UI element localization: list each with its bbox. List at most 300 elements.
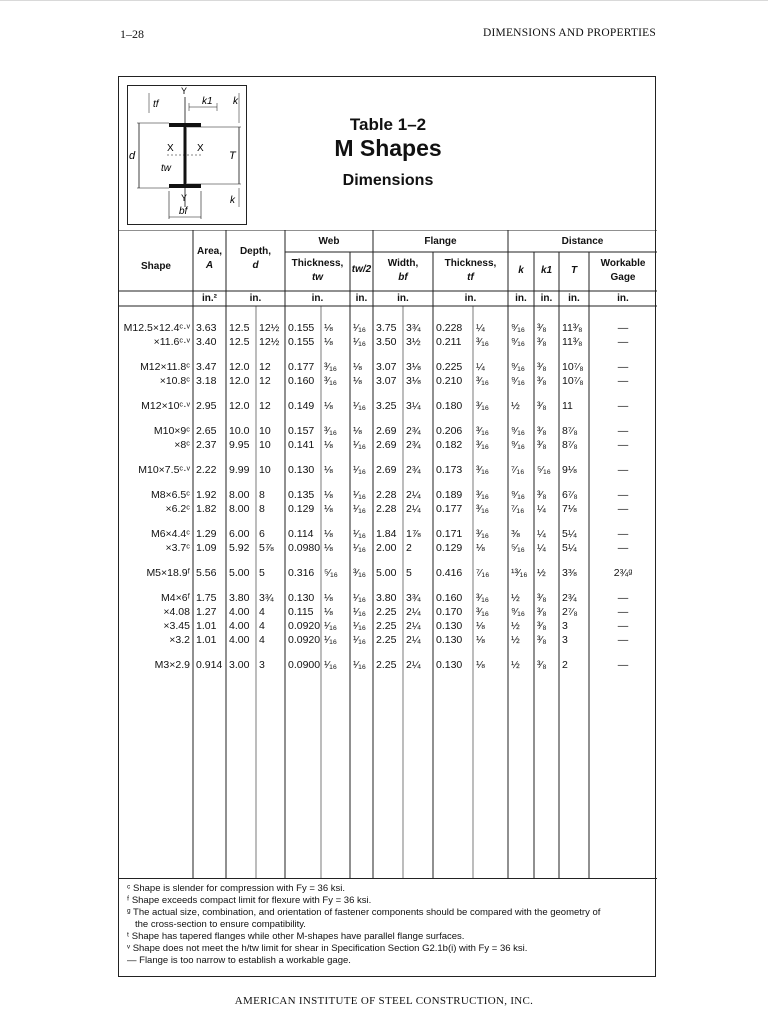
header-web-half: tw/2	[351, 264, 372, 275]
cell-tff: ³⁄₁₆	[476, 336, 490, 348]
footnote-f: ᶠ Shape exceeds compact limit for flexure with Fy = 36 ksi.	[127, 895, 372, 906]
cell-k: ½	[511, 634, 520, 646]
cell-twf: ³⁄₁₆	[324, 375, 338, 387]
cell-df: 10	[259, 425, 271, 437]
header-shape: Shape	[140, 261, 171, 272]
unit-cell: in.	[515, 293, 527, 304]
cell-bff: 2¼	[406, 606, 421, 618]
diagram-label-y-bottom: Y	[181, 193, 188, 203]
cell-shape: M12×11.8ᶜ	[140, 361, 190, 373]
cell-bf: 1.84	[376, 528, 397, 540]
cell-twf: ⅛	[324, 322, 333, 334]
cell-tf: 0.130	[436, 634, 463, 646]
page-top-edge	[0, 0, 768, 1]
cell-bf: 3.07	[376, 361, 397, 373]
cell-k1: ³⁄₈	[537, 361, 547, 373]
cell-df: 12	[259, 361, 271, 373]
cell-tw2: ³⁄₁₆	[353, 567, 367, 579]
header-flange-width-symbol: bf	[398, 272, 408, 283]
cell-T: 10⁷⁄₈	[562, 361, 584, 373]
cell-d: 12.0	[229, 361, 250, 373]
header-workable: Workable	[600, 258, 646, 269]
cell-tw2: ¹⁄₁₆	[353, 659, 367, 671]
cell-tff: ³⁄₁₆	[476, 375, 490, 387]
cell-twf: ⁵⁄₁₆	[324, 567, 338, 579]
cell-k: ⁹⁄₁₆	[511, 439, 526, 451]
cell-shape: M12.5×12.4ᶜ·ᵛ	[123, 322, 190, 334]
cell-g: —	[617, 375, 629, 387]
cell-k: ½	[511, 592, 520, 604]
cell-bff: 2¾	[406, 464, 421, 476]
cell-g: —	[617, 503, 629, 515]
cell-k1: ³⁄₈	[537, 620, 547, 632]
cell-k1: ³⁄₈	[537, 400, 547, 412]
cell-twf: ⅛	[324, 336, 333, 348]
cell-area: 1.01	[196, 620, 217, 632]
cell-tw: 0.155	[288, 336, 315, 348]
cell-k: ⁹⁄₁₆	[511, 336, 526, 348]
header-web-thickness-symbol: tw	[311, 272, 324, 283]
cell-twf: ¹⁄₁₆	[324, 620, 338, 632]
cell-k: ⁹⁄₁₆	[511, 322, 526, 334]
diagram-label-k1: k1	[202, 96, 213, 107]
diagram-label-tf: tf	[153, 99, 159, 110]
cell-bf: 5.00	[376, 567, 397, 579]
header-flange-thickness-symbol: tf	[467, 272, 474, 283]
diagram-label-tw: tw	[161, 163, 171, 174]
cell-bff: 2¼	[406, 620, 421, 632]
cell-T: 7⅛	[562, 503, 577, 515]
cell-d: 4.00	[229, 620, 250, 632]
cell-area: 2.37	[196, 439, 217, 451]
cell-shape: M3×2.9	[154, 659, 190, 671]
cell-tff: ³⁄₁₆	[476, 592, 490, 604]
unit-cell: in.	[397, 293, 409, 304]
cell-g: —	[617, 439, 629, 451]
cell-bf: 2.28	[376, 503, 397, 515]
cell-tw: 0.115	[288, 606, 314, 618]
cell-g: —	[617, 606, 629, 618]
header-gage: Gage	[610, 272, 636, 283]
cell-d: 3.00	[229, 659, 250, 671]
cell-d: 8.00	[229, 503, 250, 515]
cell-shape: M10×9ᶜ	[153, 425, 190, 437]
cell-g: —	[617, 489, 629, 501]
cell-bff: 2¼	[406, 634, 421, 646]
cell-g: —	[617, 425, 629, 437]
cell-area: 2.22	[196, 464, 217, 476]
cell-tf: 0.189	[436, 489, 463, 501]
header-depth: Depth,	[239, 246, 272, 257]
cell-T: 10⁷⁄₈	[562, 375, 584, 387]
cell-k1: ³⁄₈	[537, 439, 547, 451]
cell-area: 1.09	[196, 542, 217, 554]
cell-tf: 0.177	[436, 503, 463, 515]
cell-d: 12.5	[229, 336, 250, 348]
table-subtitle: Dimensions	[342, 172, 434, 189]
cell-twf: ⅛	[324, 606, 333, 618]
cell-g: —	[617, 634, 629, 646]
diagram-label-x-right: X	[197, 143, 204, 154]
cell-tw: 0.0980	[288, 542, 321, 554]
cell-k: ½	[511, 620, 520, 632]
cell-k1: ³⁄₈	[537, 592, 547, 604]
cell-tff: ³⁄₁₆	[476, 464, 490, 476]
cell-tw: 0.0920	[288, 620, 321, 632]
cell-T: 11	[562, 400, 573, 412]
table-number: Table 1–2	[349, 115, 427, 134]
cell-k: ½	[511, 400, 520, 412]
cell-area: 3.47	[196, 361, 217, 373]
cell-d: 8.00	[229, 489, 250, 501]
cell-twf: ¹⁄₁₆	[324, 634, 338, 646]
footnote-g-line1: ᵍ The actual size, combination, and orientation of fastener components should be compared with the geometry of	[127, 907, 601, 918]
header-distance: Distance	[561, 236, 604, 247]
cell-twf: ⅛	[324, 400, 333, 412]
footnote-dash: — Flange is too narrow to establish a workable gage.	[127, 955, 351, 966]
cell-tff: ³⁄₁₆	[476, 606, 490, 618]
cell-g: —	[617, 464, 629, 476]
cell-d: 9.95	[229, 439, 250, 451]
cell-shape: ×3.45	[163, 620, 190, 632]
cell-tff: ⅛	[476, 620, 485, 632]
cell-tff: ¼	[476, 361, 485, 373]
cell-tf: 0.171	[436, 528, 463, 540]
header-web: Web	[318, 236, 340, 247]
cell-T: 5¼	[562, 528, 577, 540]
cell-tw2: ¹⁄₁₆	[353, 322, 367, 334]
cell-T: 3⅜	[562, 567, 577, 579]
cell-T: 8⁷⁄₈	[562, 439, 578, 451]
cell-area: 1.01	[196, 634, 217, 646]
cell-bf: 3.75	[376, 322, 397, 334]
cell-shape: ×8ᶜ	[174, 439, 190, 451]
cell-tw: 0.177	[288, 361, 315, 373]
cell-twf: ⅛	[324, 439, 333, 451]
cell-area: 2.95	[196, 400, 217, 412]
cell-k1: ⁵⁄₁₆	[537, 464, 551, 476]
cell-tff: ⅛	[476, 634, 485, 646]
cell-tw: 0.155	[288, 322, 315, 334]
cell-df: 10	[259, 464, 271, 476]
cell-tw: 0.130	[288, 464, 315, 476]
cell-g: —	[617, 336, 629, 348]
cell-tf: 0.130	[436, 659, 463, 671]
unit-cell: in.	[617, 293, 629, 304]
cell-bff: 5	[406, 567, 412, 579]
cell-bff: 2¾	[406, 425, 421, 437]
cell-tf: 0.170	[436, 606, 463, 618]
cell-twf: ³⁄₁₆	[324, 361, 338, 373]
cell-df: 5	[259, 567, 265, 579]
cell-tw: 0.0900	[288, 659, 321, 671]
cell-tff: ³⁄₁₆	[476, 489, 490, 501]
cell-tw: 0.130	[288, 592, 315, 604]
cell-tw2: ¹⁄₁₆	[353, 620, 367, 632]
cell-tff: ⅛	[476, 542, 485, 554]
cell-d: 3.80	[229, 592, 250, 604]
cell-bf: 2.69	[376, 439, 397, 451]
cell-tff: ³⁄₁₆	[476, 425, 490, 437]
cell-k: ⁷⁄₁₆	[511, 503, 525, 515]
cell-bff: 3¾	[406, 592, 421, 604]
table-title: M Shapes	[334, 135, 442, 161]
table-frame	[118, 76, 656, 977]
cell-T: 5¼	[562, 542, 577, 554]
cell-bff: 2	[406, 542, 412, 554]
cell-tw2: ¹⁄₁₆	[353, 606, 367, 618]
unit-cell: in.	[311, 293, 324, 304]
cell-bff: 3¼	[406, 400, 421, 412]
cell-k: ⁹⁄₁₆	[511, 361, 526, 373]
diagram-label-bf: bf	[179, 206, 188, 217]
cell-k1: ³⁄₈	[537, 489, 547, 501]
cell-g: —	[617, 592, 629, 604]
cell-tw: 0.135	[288, 489, 315, 501]
cell-bf: 2.69	[376, 464, 397, 476]
cell-g: —	[617, 620, 629, 632]
cell-bff: 2¼	[406, 503, 421, 515]
cell-tw2: ⅛	[353, 361, 362, 373]
cell-T: 2⁷⁄₈	[562, 606, 578, 618]
cell-bf: 2.25	[376, 606, 397, 618]
unit-cell: in.	[568, 293, 580, 304]
cell-area: 1.27	[196, 606, 217, 618]
diagram-label-d: d	[129, 150, 136, 162]
cell-tw: 0.0920	[288, 634, 321, 646]
unit-cell: in.	[249, 293, 262, 304]
cell-tff: ⅛	[476, 659, 485, 671]
cell-twf: ⅛	[324, 528, 333, 540]
header-k: k	[518, 265, 524, 276]
cell-d: 12.5	[229, 322, 250, 334]
header-flange-thickness: Thickness,	[444, 258, 497, 269]
cell-bf: 3.50	[376, 336, 397, 348]
cell-tw: 0.157	[288, 425, 315, 437]
cell-twf: ³⁄₁₆	[324, 425, 338, 437]
cell-shape: M10×7.5ᶜ·ᵛ	[138, 464, 190, 476]
page-footer: AMERICAN INSTITUTE OF STEEL CONSTRUCTION, INC.	[234, 995, 534, 1007]
cell-df: 8	[259, 503, 265, 515]
cell-tw2: ¹⁄₁₆	[353, 528, 367, 540]
cell-d: 12.0	[229, 400, 250, 412]
cell-T: 3	[562, 620, 568, 632]
cell-df: 6	[259, 528, 265, 540]
cell-tf: 0.416	[436, 567, 463, 579]
cell-area: 1.82	[196, 503, 217, 515]
cell-shape: ×4.08	[163, 606, 190, 618]
cell-twf: ⅛	[324, 489, 333, 501]
cell-area: 3.18	[196, 375, 217, 387]
cell-bf: 2.00	[376, 542, 397, 554]
cell-tw2: ⅛	[353, 425, 362, 437]
cell-k: ⁹⁄₁₆	[511, 425, 526, 437]
cell-tw2: ¹⁄₁₆	[353, 439, 367, 451]
cell-k: ⅜	[511, 528, 520, 540]
diagram-label-k-bottom: k	[230, 195, 235, 206]
cell-tw2: ⅛	[353, 375, 362, 387]
dimensions-table	[119, 230, 657, 878]
cell-shape: ×6.2ᶜ	[165, 503, 190, 515]
cell-shape: M12×10ᶜ·ᵛ	[141, 400, 190, 412]
cell-twf: ⅛	[324, 592, 333, 604]
header-depth-symbol: d	[252, 260, 259, 271]
cell-g: 2¾ᵍ	[613, 567, 633, 579]
cell-bff: 3¾	[406, 322, 421, 334]
cell-tf: 0.129	[436, 542, 463, 554]
cell-area: 2.65	[196, 425, 217, 437]
cell-df: 8	[259, 489, 265, 501]
cell-g: —	[617, 659, 629, 671]
cell-k: ⁹⁄₁₆	[511, 606, 526, 618]
cell-tw2: ¹⁄₁₆	[353, 489, 367, 501]
cell-df: 10	[259, 439, 271, 451]
footnote-c: ᶜ Shape is slender for compression with Fy = 36 ksi.	[127, 883, 345, 894]
cell-T: 11³⁄₈	[562, 336, 583, 348]
cell-shape: ×11.6ᶜ·ᵛ	[153, 336, 190, 348]
cell-d: 4.00	[229, 634, 250, 646]
cell-bf: 2.25	[376, 634, 397, 646]
cell-tf: 0.160	[436, 592, 463, 604]
footnote-g-line2: the cross-section to ensure compatibility.	[135, 919, 306, 930]
cell-bff: 1⅞	[406, 528, 421, 540]
cell-shape: M4×6ᶠ	[161, 592, 190, 604]
cell-tw2: ¹⁄₁₆	[353, 542, 367, 554]
unit-cell: in.²	[202, 293, 217, 304]
cell-twf: ⅛	[324, 542, 333, 554]
footnote-t: ᵗ Shape has tapered flanges while other M-shapes have parallel flange surfaces.	[127, 931, 465, 942]
footnotes	[119, 878, 657, 978]
cell-tff: ³⁄₁₆	[476, 439, 490, 451]
cell-tw: 0.141	[288, 439, 315, 451]
cell-df: 12	[259, 375, 271, 387]
cell-bf: 3.07	[376, 375, 397, 387]
header-k1: k1	[540, 265, 553, 276]
footnote-v: ᵛ Shape does not meet the h/tw limit for shear in Specification Section G2.1b(i) with Fy = 36 ksi.	[127, 943, 528, 954]
cell-area: 1.75	[196, 592, 217, 604]
cell-T: 9⅛	[562, 464, 577, 476]
cell-k1: ³⁄₈	[537, 336, 547, 348]
cell-area: 3.40	[196, 336, 217, 348]
cell-tw2: ¹⁄₁₆	[353, 634, 367, 646]
cell-tf: 0.211	[436, 336, 462, 348]
header-t: T	[570, 265, 578, 276]
cell-k: ⁵⁄₁₆	[511, 542, 525, 554]
cell-shape: M8×6.5ᶜ	[150, 489, 190, 501]
cell-tf: 0.173	[436, 464, 463, 476]
cell-k: ½	[511, 659, 520, 671]
cell-k1: ³⁄₈	[537, 425, 547, 437]
cell-tf: 0.210	[436, 375, 463, 387]
cell-tff: ³⁄₁₆	[476, 400, 490, 412]
cell-g: —	[617, 322, 629, 334]
cell-tw: 0.160	[288, 375, 315, 387]
cell-k1: ³⁄₈	[537, 322, 547, 334]
cell-d: 5.92	[229, 542, 250, 554]
cell-tff: ¼	[476, 322, 485, 334]
cell-d: 5.00	[229, 567, 250, 579]
cell-df: 12½	[259, 336, 280, 348]
cell-df: 4	[259, 620, 265, 632]
cell-k1: ¼	[537, 503, 546, 515]
cell-g: —	[617, 542, 629, 554]
cell-T: 2	[562, 659, 568, 671]
diagram-label-k-top: k	[233, 96, 238, 107]
cell-twf: ⅛	[324, 503, 333, 515]
cell-tf: 0.228	[436, 322, 463, 334]
cell-df: 3	[259, 659, 265, 671]
cell-bff: 3⅛	[406, 361, 421, 373]
diagram-label-y-top: Y	[181, 86, 188, 96]
cell-bf: 3.25	[376, 400, 397, 412]
cell-tw2: ¹⁄₁₆	[353, 336, 367, 348]
cell-k: ⁹⁄₁₆	[511, 489, 526, 501]
cell-df: 4	[259, 606, 265, 618]
cell-tf: 0.130	[436, 620, 463, 632]
cell-shape: M5×18.9ᶠ	[146, 567, 190, 579]
cell-tw2: ¹⁄₁₆	[353, 400, 367, 412]
cell-tw: 0.149	[288, 400, 315, 412]
cell-twf: ⅛	[324, 464, 333, 476]
cell-bff: 2¼	[406, 659, 421, 671]
cell-bff: 3⅛	[406, 375, 421, 387]
header-web-thickness: Thickness,	[291, 258, 344, 269]
cell-g: —	[617, 400, 629, 412]
unit-cell: in.	[464, 293, 477, 304]
cell-area: 5.56	[196, 567, 217, 579]
cell-twf: ¹⁄₁₆	[324, 659, 338, 671]
cell-tf: 0.182	[436, 439, 463, 451]
cell-k: ¹³⁄₁₆	[511, 567, 528, 579]
cell-bff: 2¼	[406, 489, 421, 501]
cell-shape: ×3.2	[169, 634, 190, 646]
cell-tf: 0.225	[436, 361, 463, 373]
cell-k1: ½	[537, 567, 546, 579]
cell-bf: 2.28	[376, 489, 397, 501]
header-flange: Flange	[424, 236, 457, 247]
unit-cell: in.	[355, 293, 368, 304]
cell-T: 8⁷⁄₈	[562, 425, 578, 437]
cell-tw: 0.129	[288, 503, 315, 515]
cell-bff: 3½	[406, 336, 421, 348]
cell-df: 5⅞	[259, 542, 274, 554]
cell-bf: 3.80	[376, 592, 397, 604]
diagram-label-t: T	[229, 150, 236, 162]
cell-T: 6⁷⁄₈	[562, 489, 578, 501]
cell-bf: 2.25	[376, 620, 397, 632]
cell-tw: 0.114	[288, 528, 314, 540]
cell-tff: ⁷⁄₁₆	[476, 567, 490, 579]
cell-k1: ¼	[537, 542, 546, 554]
cell-k1: ¼	[537, 528, 546, 540]
cell-bf: 2.69	[376, 425, 397, 437]
cell-df: 3¾	[259, 592, 274, 604]
unit-cell: in.	[540, 293, 553, 304]
running-head: DIMENSIONS AND PROPERTIES	[483, 27, 656, 39]
cell-tff: ³⁄₁₆	[476, 503, 490, 515]
cell-area: 1.92	[196, 489, 217, 501]
cell-tff: ³⁄₁₆	[476, 528, 490, 540]
cell-k1: ³⁄₈	[537, 375, 547, 387]
cell-df: 4	[259, 634, 265, 646]
cell-shape: ×3.7ᶜ	[165, 542, 190, 554]
cell-tw2: ¹⁄₁₆	[353, 592, 367, 604]
cell-g: —	[617, 361, 629, 373]
cell-k1: ³⁄₈	[537, 606, 547, 618]
cell-d: 12.0	[229, 375, 250, 387]
header-area-symbol: A	[205, 260, 214, 271]
cell-df: 12	[259, 400, 271, 412]
